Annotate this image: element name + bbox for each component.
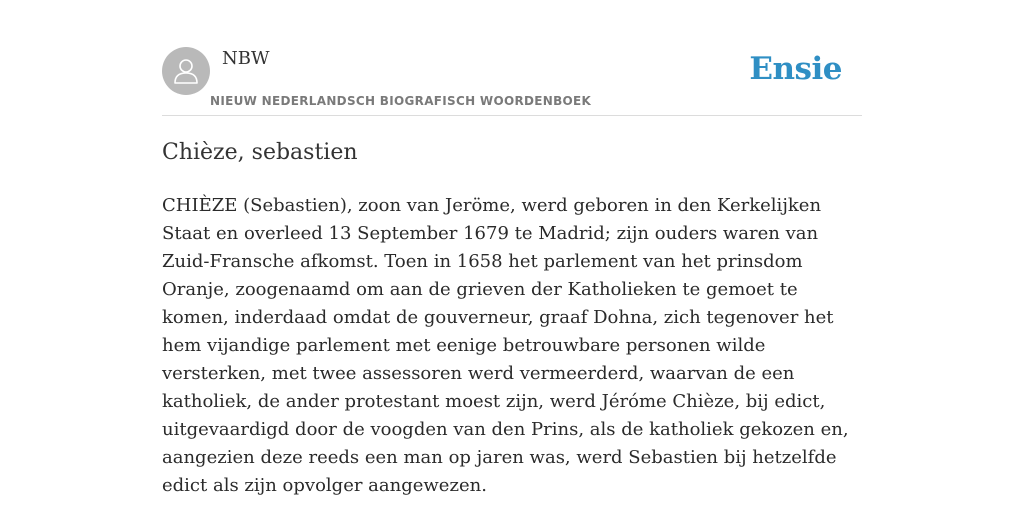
- source-full-name[interactable]: NIEUW NEDERLANDSCH BIOGRAFISCH WOORDENBOEK: [210, 94, 592, 108]
- source-abbreviation[interactable]: NBW: [222, 48, 270, 69]
- ensie-logo[interactable]: Ensie: [749, 51, 842, 87]
- article-title: Chièze, sebastien: [162, 140, 358, 165]
- article-body: CHIÈZE (Sebastien), zoon van Jeröme, werd geboren in den Kerkelijken Staat en overleed 13 September 1679 te Madrid; zijn ouders waren van Zuid-Fransche afkomst. Toen in 1658 het parlement van het prinsdom Oranje, zoogenaamd om aan de grieven der Katholieken te gemoet te komen, inderdaad omdat de gouverneur, graaf Dohna, zich tegenover het hem vijandige parlement met eenige betrouwbare personen wilde versterken, met twee assessoren werd vermeerderd, waarvan de een katholiek, de ander protestant moest zijn, werd Jéróme Chièze, bij edict, uitgevaardigd door de voogden van den Prins, als de katholiek gekozen en, aangezien deze reeds een man op jaren was, werd Sebastien bij hetzelfde edict als zijn opvolger aangewezen.: [162, 195, 849, 496]
- source-header: [162, 47, 862, 116]
- source-avatar[interactable]: [162, 47, 210, 95]
- user-avatar-icon: [172, 56, 200, 86]
